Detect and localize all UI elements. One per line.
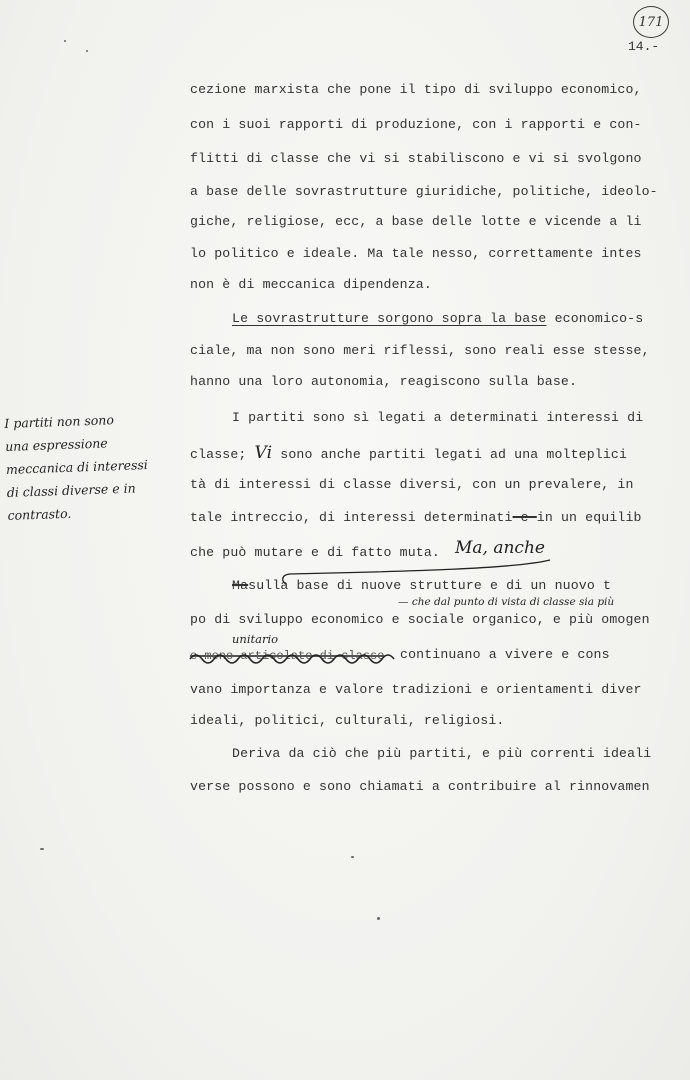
paragraph-2-line-1	[232, 311, 643, 326]
paragraph-3-line-2-start: classe;	[190, 447, 255, 462]
margin-note-line-5: contrasto.	[7, 505, 72, 523]
paragraph-4-line-2-rest: organico, e più omogen	[464, 612, 650, 627]
paragraph-3-line-5: che può mutare e di fatto muta.	[190, 545, 440, 560]
paragraph-2-line-3: hanno una loro autonomia, reagiscono sulla base.	[190, 374, 578, 389]
margin-handwritten-note	[4, 406, 178, 527]
margin-note-line-3: meccanica di interessi	[5, 457, 149, 477]
struck-phrase: e meno articolato di classe	[190, 649, 385, 663]
text-line-3: flitti di classe che vi si stabiliscono e vi si svolgono	[190, 151, 642, 166]
paper-speck	[351, 856, 354, 858]
scribble-strikeout	[190, 650, 400, 668]
paragraph-3-line-4-start: tale intreccio, di interessi determinati	[190, 510, 513, 525]
paper-speck	[40, 848, 44, 850]
text-line-6: lo politico e ideale. Ma tale nesso, correttamente intes	[190, 246, 642, 261]
margin-note-line-1: I partiti non sono	[4, 412, 115, 431]
page-number: 14.-	[628, 39, 660, 54]
paragraph-3-line-1: I partiti sono sì legati a determinati interessi di	[232, 410, 644, 425]
paragraph-4-line-1	[232, 578, 611, 593]
paper-speck	[86, 50, 88, 52]
handwritten-insert-vi: Vi	[254, 443, 273, 463]
paragraph-2-line-1-rest: economico-s	[546, 311, 644, 326]
paragraph-4-line-3-rest: continuano a vivere e cons	[400, 647, 610, 662]
paragraph-3-line-4-rest: in un equilib	[536, 510, 642, 525]
paragraph-5-line-1: Deriva da ciò che più partiti, e più correnti ideali	[232, 746, 652, 761]
paragraph-3-line-2-rest: sono anche partiti legati ad una molteplici	[272, 447, 628, 462]
margin-note-line-4: di classi diverse e in	[6, 480, 136, 500]
archive-stamp: 171	[633, 6, 669, 38]
paragraph-4-line-4: vano importanza e valore tradizioni e orientamenti diver	[190, 682, 642, 697]
handwritten-ma-anche: Ma, anche	[455, 538, 545, 558]
text-line-4: a base delle sovrastrutture giuridiche, politiche, ideolo-	[190, 184, 658, 199]
paragraph-2-line-2: ciale, ma non sono meri riflessi, sono reali esse stesse,	[190, 343, 650, 358]
paragraph-4-line-2-start: po di sviluppo economico e sociale	[190, 612, 465, 627]
underlined-phrase: Le sovrastrutture sorgono sopra la base	[232, 311, 547, 326]
paragraph-3-line-2	[190, 443, 627, 463]
paragraph-4-line-1-rest: sulla base di nuove strutture e di un nuovo t	[248, 578, 612, 593]
paper-speck	[64, 40, 66, 42]
paragraph-3-line-4	[190, 510, 642, 525]
struck-word: e	[512, 510, 537, 525]
paper-speck	[377, 917, 380, 920]
handwritten-unitario: unitario	[232, 632, 279, 646]
text-line-1: cezione marxista che pone il tipo di sviluppo economico,	[190, 82, 642, 97]
paragraph-5-line-2: verse possono e sono chiamati a contribuire al rinnovamen	[190, 779, 650, 794]
paragraph-3-line-3: tà di interessi di classe diversi, con un prevalere, in	[190, 477, 634, 492]
text-line-7: non è di meccanica dipendenza.	[190, 277, 432, 292]
text-line-2: con i suoi rapporti di produzione, con i rapporti e con-	[190, 117, 642, 132]
paragraph-4-line-2	[190, 612, 650, 627]
paragraph-4-line-5: ideali, politici, culturali, religiosi.	[190, 713, 505, 728]
margin-note-line-2: una espressione	[4, 435, 108, 454]
handwritten-insert-classe: — che dal punto di vista di classe sia più	[398, 596, 615, 608]
text-line-5: giche, religiose, ecc, a base delle lotte e vicende a li	[190, 214, 642, 229]
struck-ma: Ma	[232, 578, 249, 593]
